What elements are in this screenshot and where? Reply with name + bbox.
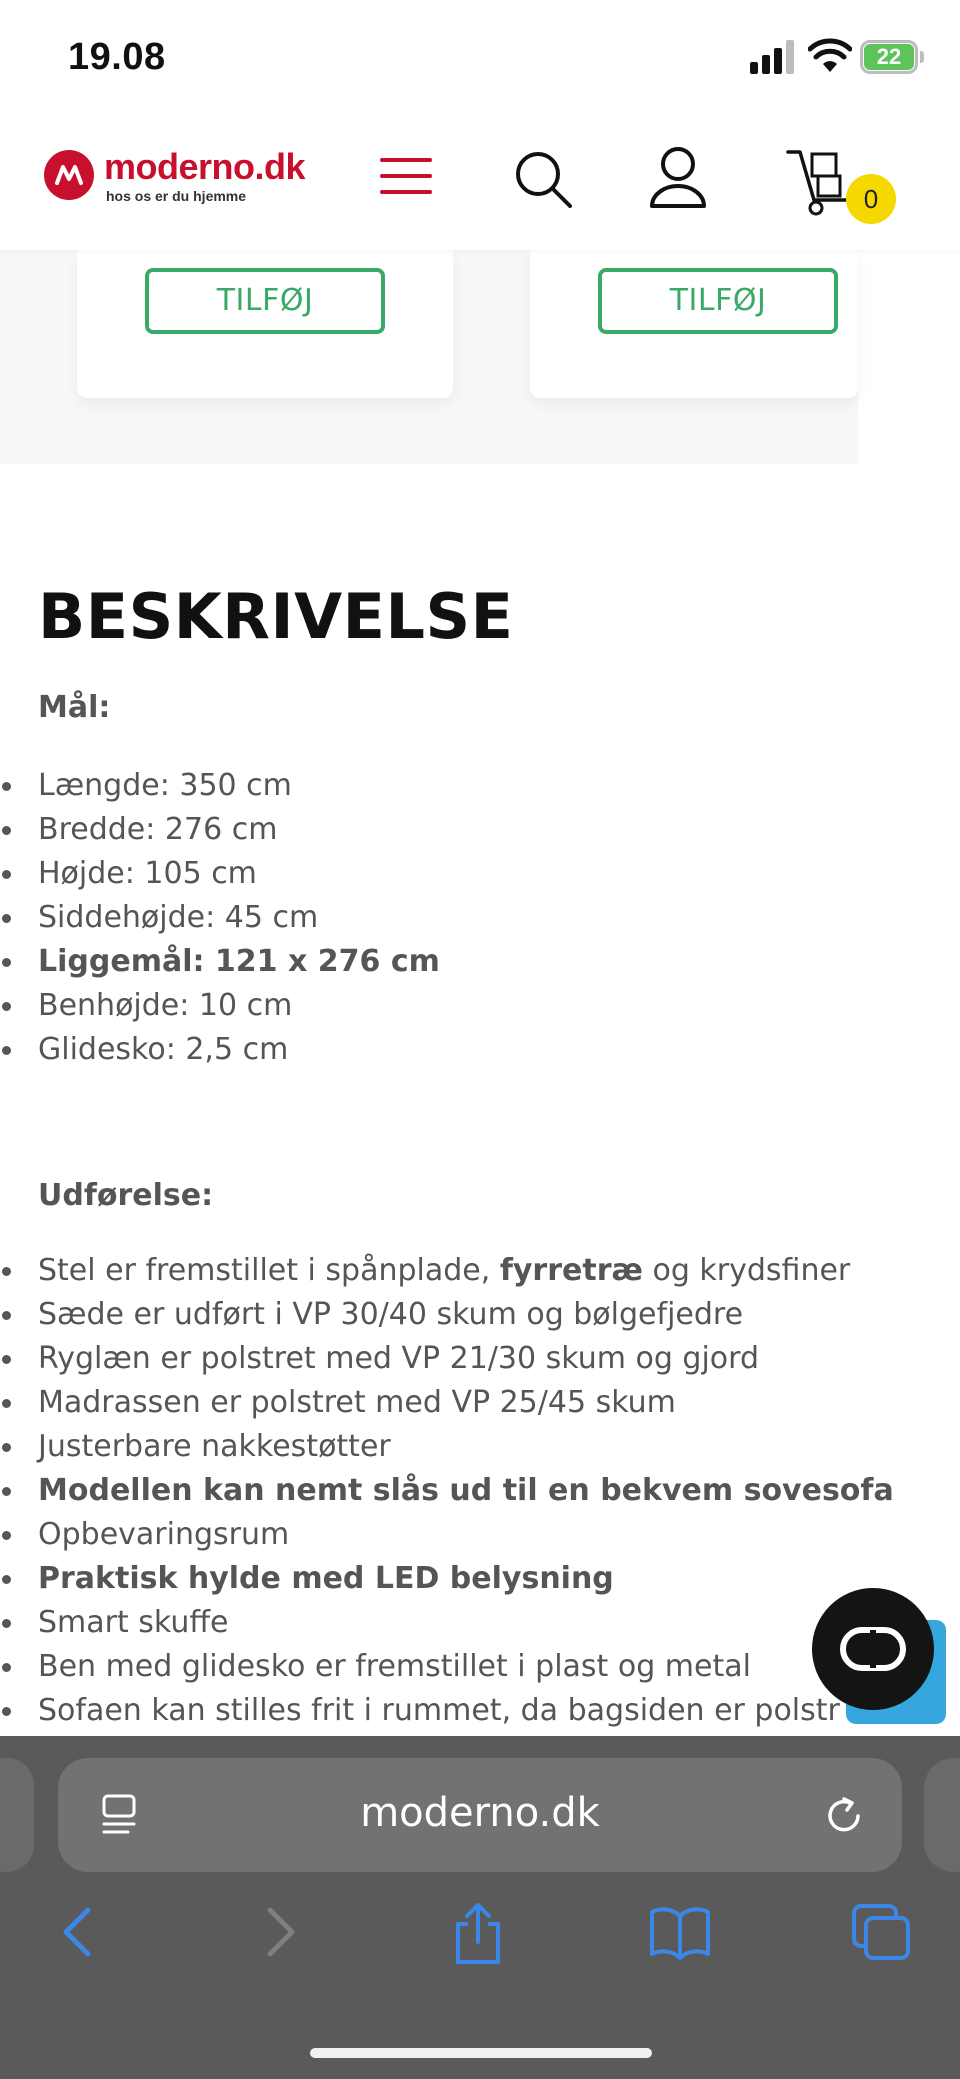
logo-text: moderno.dk [104,146,306,187]
dimensions-list [0,764,440,1072]
tabs-icon[interactable] [850,1902,914,1962]
dimensions-label: Mål: [38,690,111,725]
share-icon[interactable] [448,1902,508,1966]
list-item: Bredde: 276 cm [0,808,440,852]
list-item: Glidesko: 2,5 cm [0,1028,440,1072]
list-item: Sofaen kan stilles frit i rummet, da bagsiden er polstr [0,1689,894,1733]
logo-mark-icon [44,150,94,200]
add-to-cart-button[interactable]: TILFØJ [598,268,838,334]
site-logo[interactable] [44,146,306,220]
next-tab-pill[interactable] [924,1758,960,1872]
chat-icon [839,1626,907,1672]
list-item: Ryglæn er polstret med VP 21/30 skum og gjord [0,1337,894,1381]
execution-label: Udførelse: [38,1178,214,1213]
back-icon[interactable] [52,1902,102,1962]
cart-count-badge: 0 [846,174,896,224]
chat-button[interactable] [812,1588,934,1710]
reload-icon[interactable] [822,1794,866,1838]
product-cards-row [0,250,858,464]
menu-icon[interactable] [380,154,432,198]
execution-list [0,1249,894,1733]
list-item: Smart skuffe [0,1601,894,1645]
forward-icon[interactable] [256,1902,306,1962]
wifi-icon [808,38,852,74]
url-text: moderno.dk [360,1790,600,1836]
address-bar[interactable] [58,1758,902,1872]
list-item [0,1249,894,1293]
list-item: Siddehøjde: 45 cm [0,896,440,940]
list-item: Modellen kan nemt slås ud til en bekvem sovesofa [0,1469,894,1513]
search-icon[interactable] [512,140,576,220]
browser-toolbar [0,1736,960,2079]
add-to-cart-button[interactable]: TILFØJ [145,268,385,334]
account-icon[interactable] [646,140,710,220]
list-item: Benhøjde: 10 cm [0,984,440,1028]
description-title: BESKRIVELSE [38,580,514,653]
bookmarks-icon[interactable] [648,1902,712,1962]
list-item: Sæde er udført i VP 30/40 skum og bølgefjedre [0,1293,894,1337]
product-card [530,250,858,398]
list-item-text: Stel er fremstillet i spånplade, [38,1253,500,1288]
cellular-signal-icon [750,40,798,74]
previous-tab-pill[interactable] [0,1758,34,1872]
list-item: Opbevaringsrum [0,1513,894,1557]
list-item: Ben med glidesko er fremstillet i plast og metal [0,1645,894,1689]
battery-icon [860,40,924,74]
battery-level: 22 [864,44,914,70]
list-item: Madrassen er polstret med VP 25/45 skum [0,1381,894,1425]
status-time: 19.08 [68,36,166,78]
logo-tagline: hos os er du hjemme [106,188,247,204]
list-item: Liggemål: 121 x 276 cm [0,940,440,984]
product-card [77,250,453,398]
list-item-text: og krydsfiner [642,1253,851,1288]
home-indicator [310,2048,652,2058]
list-item: Højde: 105 cm [0,852,440,896]
status-bar [0,0,960,118]
list-item: Justerbare nakkestøtter [0,1425,894,1469]
site-header [0,118,960,250]
list-item: Længde: 350 cm [0,764,440,808]
list-item: Praktisk hylde med LED belysning [0,1557,894,1601]
list-item-bold-text: fyrretræ [499,1253,643,1288]
